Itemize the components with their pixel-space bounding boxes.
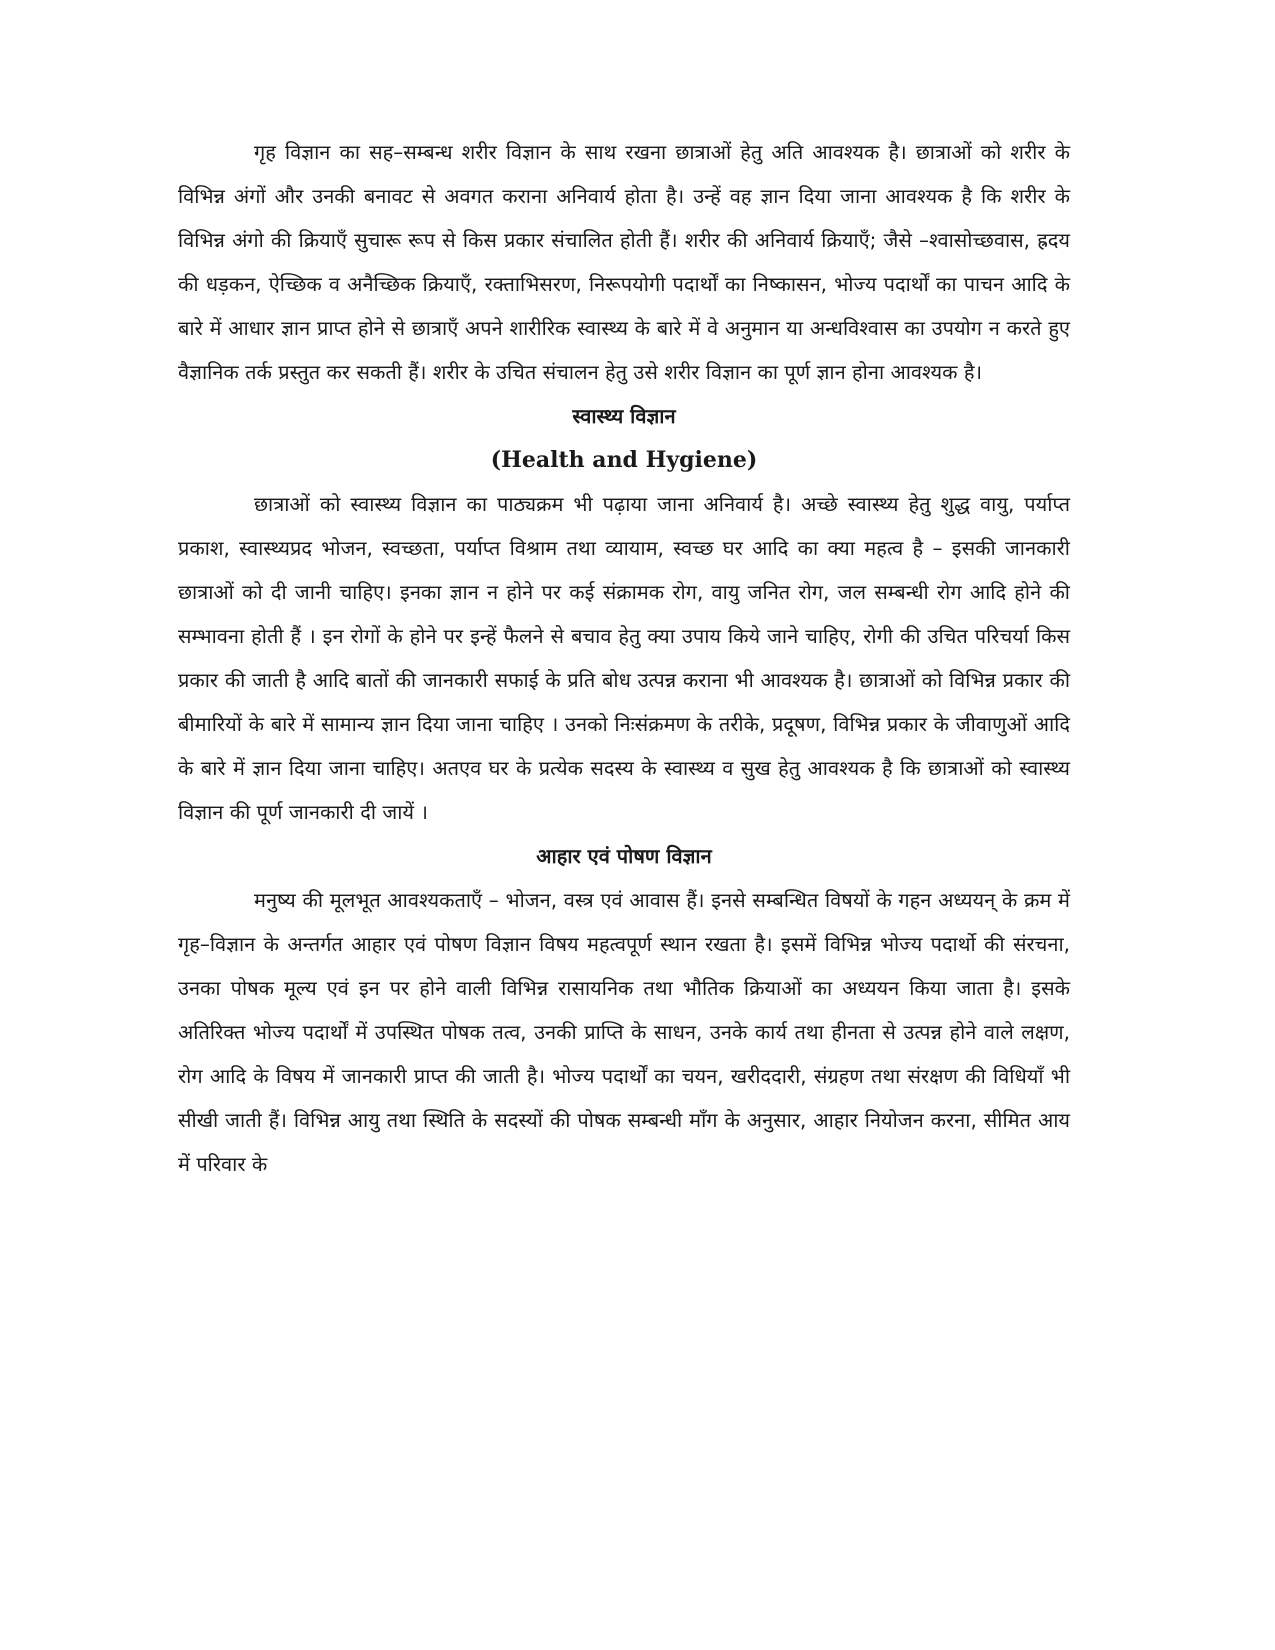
section-heading-nutrition: आहार एवं पोषण विज्ञान — [536, 844, 712, 868]
document-page — [178, 130, 1070, 1186]
section-heading-health-english: (Health and Hygiene) — [490, 447, 758, 473]
paragraph-nutrition: मनुष्य की मूलभूत आवश्यकताएँ – भोजन, वस्त्र एवं आवास हैं। इनसे सम्बन्धित विषयों के गहन अध्ययन् के क्रम में गृह–विज्ञान के अन्तर्गत आहार एवं पोषण विज्ञान विषय महत्वपूर्ण स्थान रखता है। इसमें विभिन्न भोज्य पदार्थो की संरचना, उनका पोषक मूल्य एवं इन पर होने वाली विभिन्न रासायनिक तथा भौतिक क्रियाओं का अध्ययन किया जाता है। इसके अतिरिक्त भोज्य पदार्थों में उपस्थित पोषक तत्व, उनकी प्राप्ति के साधन, उनके कार्य तथा हीनता से उत्पन्न होने वाले लक्षण, रोग आदि के विषय में जानकारी प्राप्त की जाती है। भोज्य पदार्थों का चयन, खरीददारी, संग्रहण तथा संरक्षण की विधियाँ भी सीखी जाती हैं। विभिन्न आयु तथा स्थिति के सदस्यों की पोषक सम्बन्धी माँग के अनुसार, आहार नियोजन करना, सीमित आय में परिवार के — [178, 888, 1070, 1176]
paragraph-health: छात्राओं को स्वास्थ्य विज्ञान का पाठ्यक्रम भी पढ़ाया जाना अनिवार्य है। अच्छे स्वास्थ्य हेतु शुद्ध वायु, पर्याप्त प्रकाश, स्वास्थ्यप्रद भोजन, स्वच्छता, पर्याप्त विश्राम तथा व्यायाम, स्वच्छ घर आदि का क्या महत्व है – इसकी जानकारी छात्राओं को दी जानी चाहिए। इनका ज्ञान न होने पर कई संक्रामक रोग, वायु जनित रोग, जल सम्बन्धी रोग आदि होने की सम्भावना होती हैं । इन रोगों के होने पर इन्हें फैलने से बचाव हेतु क्या उपाय किये जाने चाहिए, रोगी की उचित परिचर्या किस प्रकार की जाती है आदि बातों की जानकारी सफाई के प्रति बोध उत्पन्न कराना भी आवश्यक है। छात्राओं को विभिन्न प्रकार की बीमारियों के बारे में सामान्य ज्ञान दिया जाना चाहिए । उनको निःसंक्रमण के तरीके, प्रदूषण, विभिन्न प्रकार के जीवाणुओं आदि के बारे में ज्ञान दिया जाना चाहिए। अतएव घर के प्रत्येक सदस्य के स्वास्थ्य व सुख हेतु आवश्यक है कि छात्राओं को स्वास्थ्य विज्ञान की पूर्ण जानकारी दी जायें । — [178, 492, 1070, 824]
section-heading-health: स्वास्थ्य विज्ञान — [572, 404, 676, 428]
paragraph-physiology: गृह विज्ञान का सह–सम्बन्ध शरीर विज्ञान के साथ रखना छात्राओं हेतु अति आवश्यक है। छात्राओं को शरीर के विभिन्न अंगों और उनकी बनावट से अवगत कराना अनिवार्य होता है। उन्हें वह ज्ञान दिया जाना आवश्यक है कि शरीर के विभिन्न अंगो की क्रियाएँ सुचारू रूप से किस प्रकार संचालित होती हैं। शरीर की अनिवार्य क्रियाएँ; जैसे –श्वासोच्छवास, ह्रदय की धड़कन, ऐच्छिक व अनैच्छिक क्रियाएँ, रक्ताभिसरण, निरूपयोगी पदार्थों का निष्कासन, भोज्य पदार्थों का पाचन आदि के बारे में आधार ज्ञान प्राप्त होने से छात्राएँ अपने शारीरिक स्वास्थ्य के बारे में वे अनुमान या अन्धविश्वास का उपयोग न करते हुए वैज्ञानिक तर्क प्रस्तुत कर सकती हैं। शरीर के उचित संचालन हेतु उसे शरीर विज्ञान का पूर्ण ज्ञान होना आवश्यक है। — [178, 140, 1070, 384]
